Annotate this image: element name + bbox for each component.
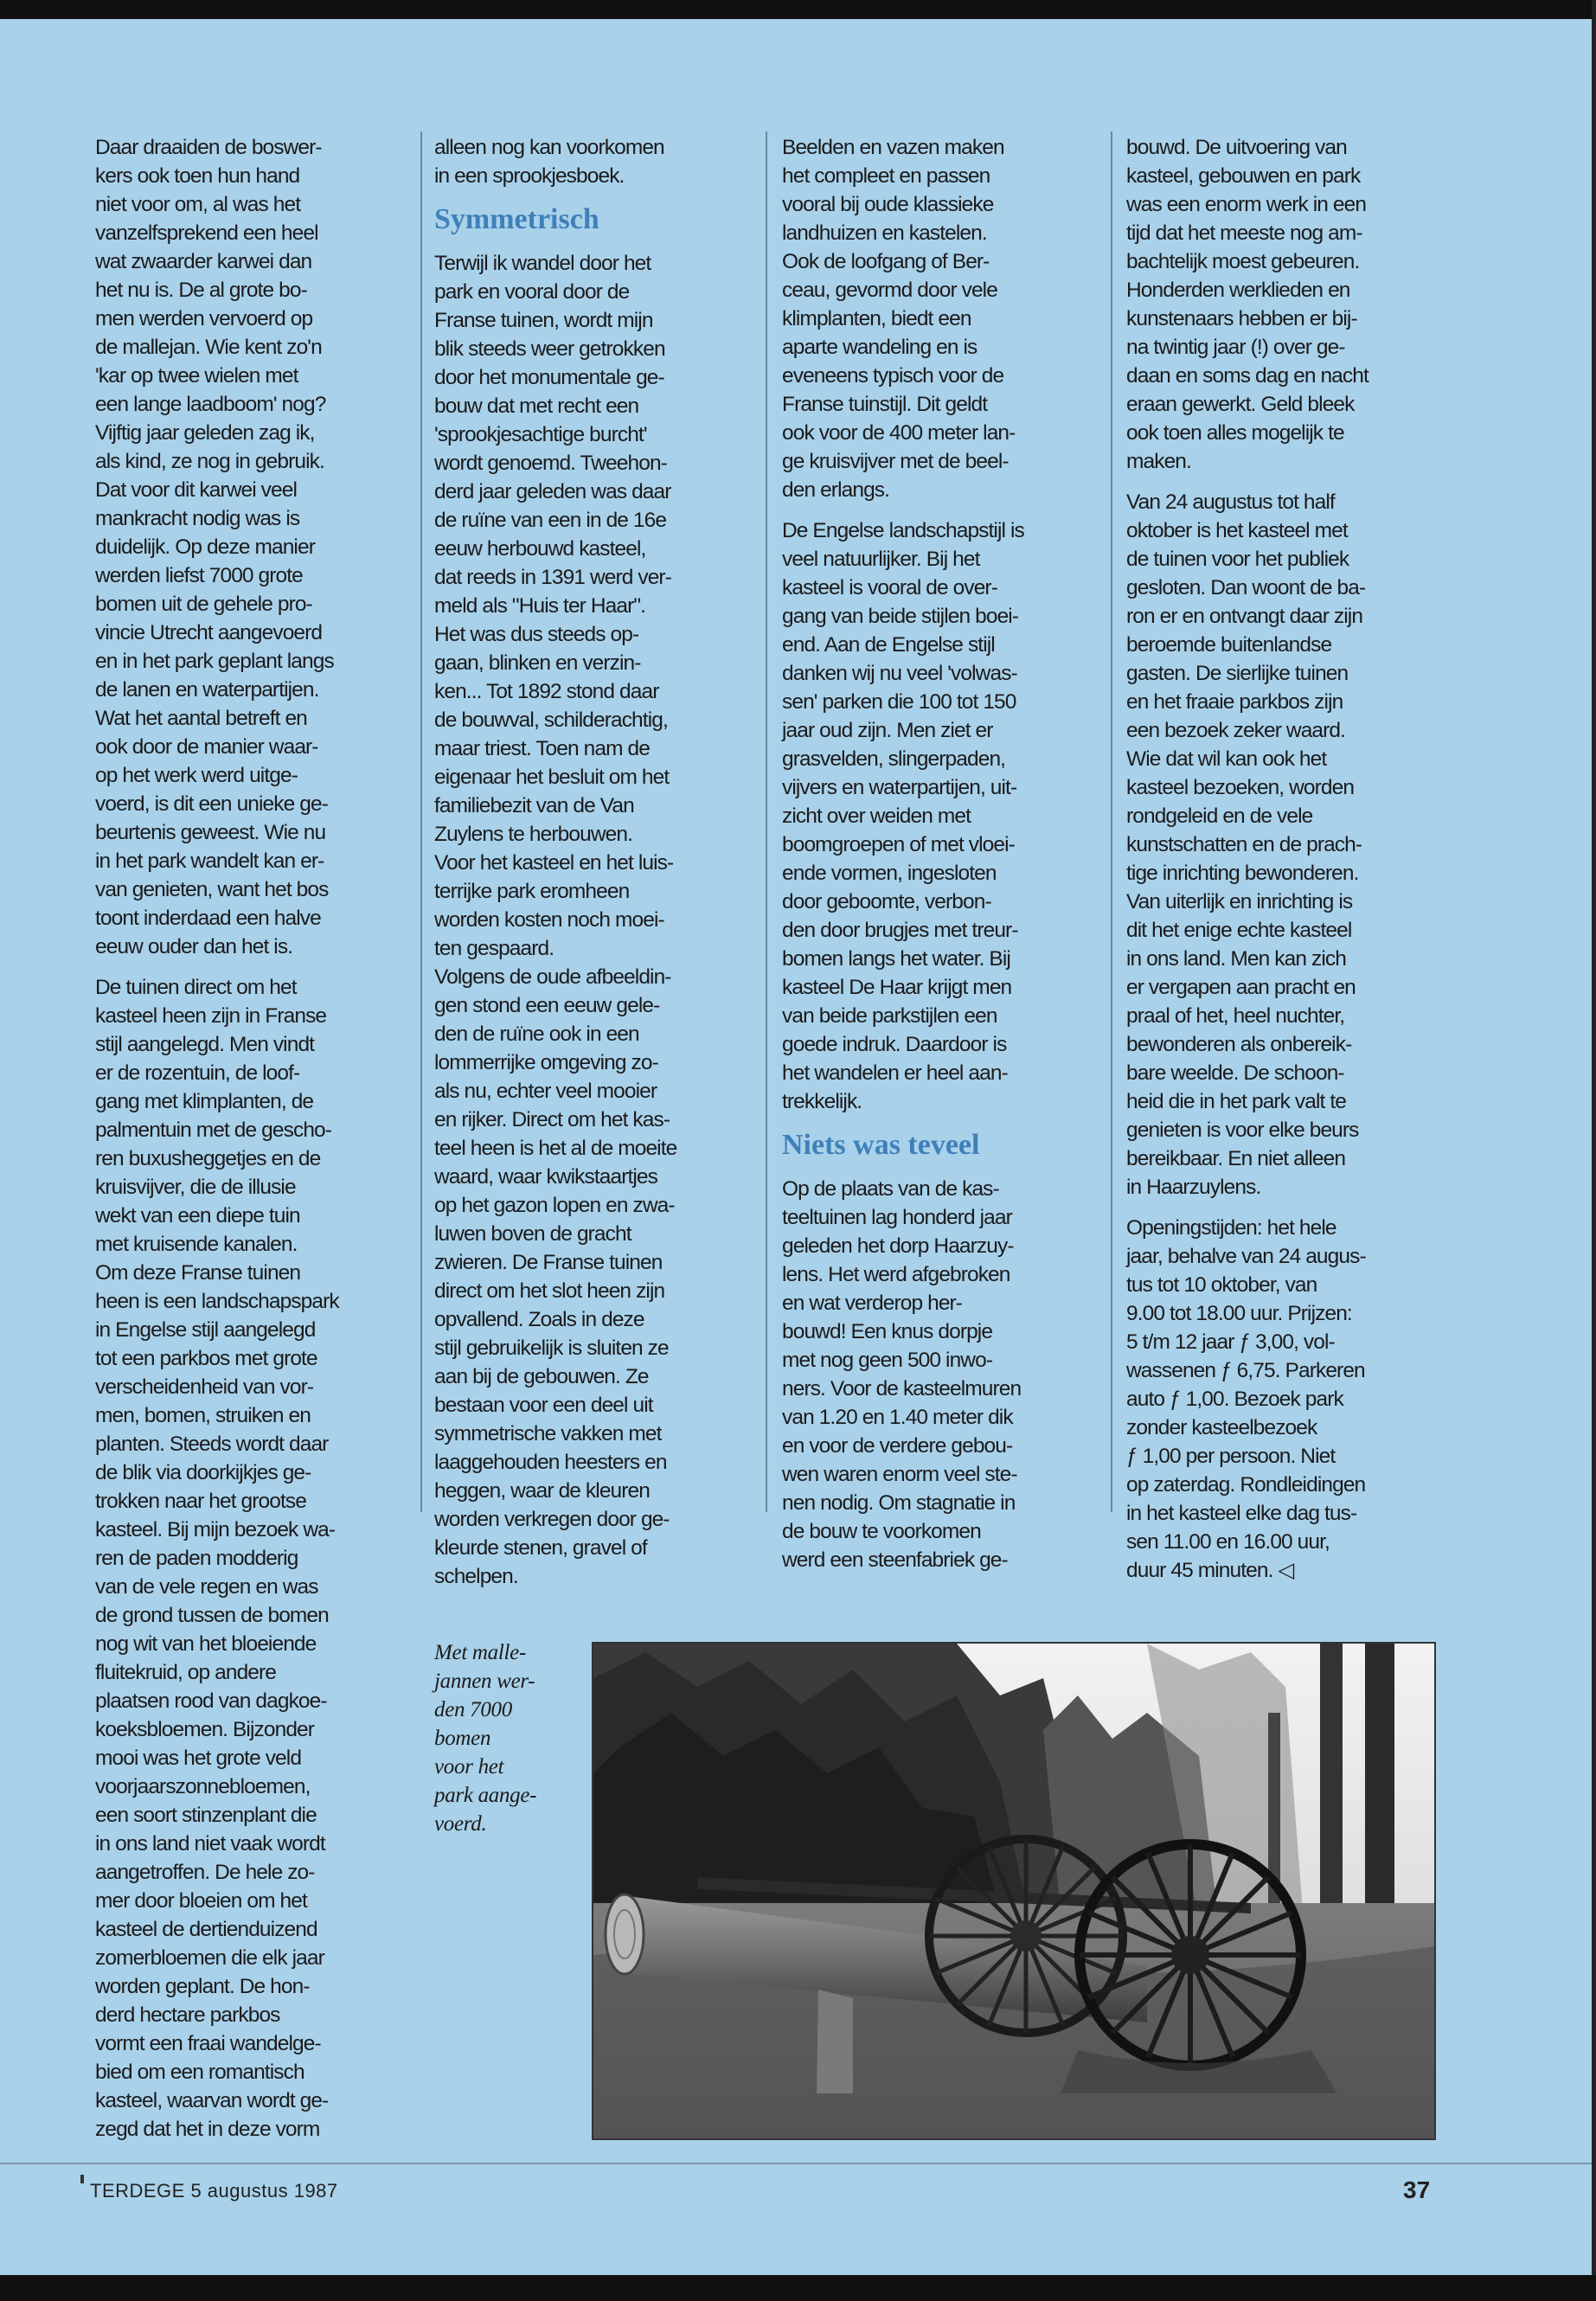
column-divider: [1111, 131, 1112, 1512]
paragraph: Daar draaiden de boswer- kers ook toen hun hand niet voor om, al was het vanzelfsprekend een heel wat zwaarder karwei dan het nu is. De al grote bo- men werden vervoerd op de mallejan. Wie kent zo'n 'kar op twee wielen met een lange laadboom' nog? Vijftig jaar geleden zag ik, als kind, ze nog in gebruik. Dat voor dit karwei veel mankracht nodig was is duidelijk. Op deze manier werden liefst 7000 grote bomen uit de gehele pro- vincie Utrecht aangevoerd en in het park geplant langs de lanen en waterpartijen. Wat het aantal betreft en ook door de manier waar- op het werk werd uitge- voerd, is dit een unieke ge- beurtenis geweest. Wie nu in het park wandelt kan er- van genieten, want het bos toont inderdaad een halve eeuw ouder dan het is.: [95, 136, 334, 958]
footer-mark: [80, 2175, 84, 2183]
paragraph: De tuinen direct om het kasteel heen zijn in Franse stijl aangelegd. Men vindt er de rozentuin, de loof- gang met klimplanten, de palmentuin met de gescho- ren buxusheggetjes en de kruisvijver, die de illusie wekt van een diepe tuin met kruisende kanalen. Om deze Franse tuinen heen is een landschapspark in Engelse stijl aangelegd tot een parkbos met grote verscheidenheid van vor- men, bomen, struiken en planten. Steeds wordt daar de blik via doorkijkjes ge- trokken naar het grootse kasteel. Bij mijn bezoek wa- ren de paden modderig van de vele regen en was de grond tussen de bomen nog wit van het bloeiende fluitekruid, op andere plaatsen rood van dagkoe- koeksbloemen. Bijzonder mooi was het grote veld voorjaarszonnebloemen, een soort stinzenplant die in ons land niet vaak wordt aangetroffen. De hele zo- mer door bloeien om het kasteel de dertienduizend zomerbloemen die elk jaar worden geplant. De hon- derd hectare parkbos vormt een fraai wandelge- bied om een romantisch kasteel, waarvan wordt ge- zegd dat het in deze vorm: [95, 976, 339, 2141]
paragraph: De Engelse landschapstijl is veel natuurlijker. Bij het kasteel is vooral de over- gang van beide stijlen boei- end. Aan de Engelse stijl danken wij nu veel 'volwas- sen' parken die 100 tot 150 jaar oud zijn. Men ziet er grasvelden, slingerpaden, vijvers en waterpartijen, uit- zicht over weiden met boomgroepen of met vloei- ende vormen, ingesloten door geboomte, verbon- den door brugjes met treur- bomen langs het water. Bij kasteel De Haar krijgt men van beide parkstijlen een goede indruk. Daardoor is het wandelen er heel aan- trekkelijk.: [782, 519, 1024, 1113]
article-column-2: [434, 133, 754, 1591]
column-divider: [420, 131, 422, 1512]
paragraph: Op de plaats van de kas- teeltuinen lag honderd jaar geleden het dorp Haarzuy- lens. Het werd afgebroken en wat verderop her- bouwd! Een knus dorpje met nog geen 500 inwo- ners. Voor de kasteelmuren van 1.20 en 1.40 meter dik en voor de verdere gebou- wen waren enorm veel ste- nen nodig. Om stagnatie in de bouw te voorkomen werd een steenfabriek ge-: [782, 1177, 1022, 1572]
column-divider: [766, 131, 767, 1512]
paragraph: bouwd. De uitvoering van kasteel, gebouwen en park was een enorm werk in een tijd dat het meeste nog am- bachtelijk moest gebeuren. Honderden werklieden en kunstenaars hebben er bij- na twintig jaar (!) over ge- daan en soms dag en nacht eraan gewerkt. Geld bleek ook toen alles mogelijk te maken.: [1126, 136, 1368, 473]
scan-edge-top: [0, 0, 1596, 19]
paragraph: Van 24 augustus tot half oktober is het kasteel met de tuinen voor het publiek gesloten. Dan woont de ba- ron er en ontvangt daar zijn beroemde buitenlandse gasten. De sierlijke tuinen en het fraaie parkbos zijn een bezoek zeker waard. Wie dat wil kan ook het kasteel bezoeken, worden rondgeleid en de vele kunstschatten en de prach- tige inrichting bewonderen. Van uiterlijk en inrichting is dit het enige echte kasteel in ons land. Men kan zich er vergapen aan pracht en praal of het, heel nuchter, bewonderen als onbereik- bare weelde. De schoon- heid die in het park valt te genieten is voor elke beurs bereikbaar. En niet alleen in Haarzuylens.: [1126, 490, 1366, 1199]
scan-edge-bottom: [0, 2275, 1596, 2301]
magazine-page: [0, 19, 1592, 2275]
paragraph: Beelden en vazen maken het compleet en passen vooral bij oude klassieke landhuizen en kastelen. Ook de loofgang of Ber- ceau, gevormd door vele klimplanten, biedt een aparte wandeling en is eveneens typisch voor de Franse tuinstijl. Dit geldt ook voor de 400 meter lan- ge kruisvijver met de beel- den erlangs.: [782, 136, 1016, 502]
photo-caption: Met malle- jannen wer- den 7000 bomen voor het park aange- voerd.: [434, 1641, 537, 1836]
article-body: [80, 107, 1462, 2142]
paragraph: alleen nog kan voorkomen in een sprookjesboek.: [434, 136, 664, 188]
article-column-4: [1126, 133, 1446, 1585]
scan-edge-right: [1592, 0, 1596, 2301]
section-heading-niets-was-teveel: Niets was teveel: [782, 1129, 980, 1161]
section-heading-symmetrisch: Symmetrisch: [434, 203, 599, 235]
paragraph: Terwijl ik wandel door het park en vooral door de Franse tuinen, wordt mijn blik steeds weer getrokken door het monumentale ge- bouw dat met recht een 'sprookjesachtige burcht' wordt genoemd. Tweehon- derd jaar geleden was daar de ruïne van een in de 16e eeuw herbouwd kasteel, dat reeds in 1391 werd ver- meld als "Huis ter Haar". Het was dus steeds op- gaan, blinken en verzin- ken... Tot 1892 stond daar de bouwval, schilderachtig, maar triest. Toen nam de eigenaar het besluit om het familiebezit van de Van Zuylens te herbouwen. Voor het kasteel en het luis- terrijke park eromheen worden kosten noch moei- ten gespaard. Volgens de oude afbeeldin- gen stond een eeuw gele- den de ruïne ook in een lommerrijke omgeving zo- als nu, echter veel mooier en rijker. Direct om het kas- teel heen is het al de moeite waard, waar kwikstaartjes op het gazon lopen en zwa- luwen boven de gracht zwieren. De Franse tuinen direct om het slot heen zijn opvallend. Zoals in deze stijl gebruikelijk is sluiten ze aan bij de gebouwen. Ze bestaan voor een deel uit symmetrische vakken met laaggehouden heesters en heggen, waar de kleuren worden verkregen door ge- kleurde stenen, gravel of schelpen.: [434, 252, 677, 1588]
footer-rule: [0, 2163, 1592, 2164]
article-column-1: [95, 133, 415, 2144]
page-number: 37: [1403, 2176, 1431, 2203]
mallejan-photo: [592, 1642, 1436, 2140]
mallejan-cart-illustration: [593, 1644, 1434, 2138]
publication-credit: TERDEGE 5 augustus 1987: [90, 2180, 338, 2202]
article-column-3: [782, 133, 1102, 1574]
opening-hours-paragraph: Openingstijden: het hele jaar, behalve van 24 augus- tus tot 10 oktober, van 9.00 tot 18.00 uur. Prijzen: 5 t/m 12 jaar ƒ 3,00, vol- wassenen ƒ 6,75. Parkeren auto ƒ 1,00. Bezoek park zonder kasteelbezoek ƒ 1,00 per persoon. Niet op zaterdag. Rondleidingen in het kasteel elke dag tus- sen 11.00 en 16.00 uur, duur 45 minuten. ◁: [1126, 1216, 1366, 1582]
